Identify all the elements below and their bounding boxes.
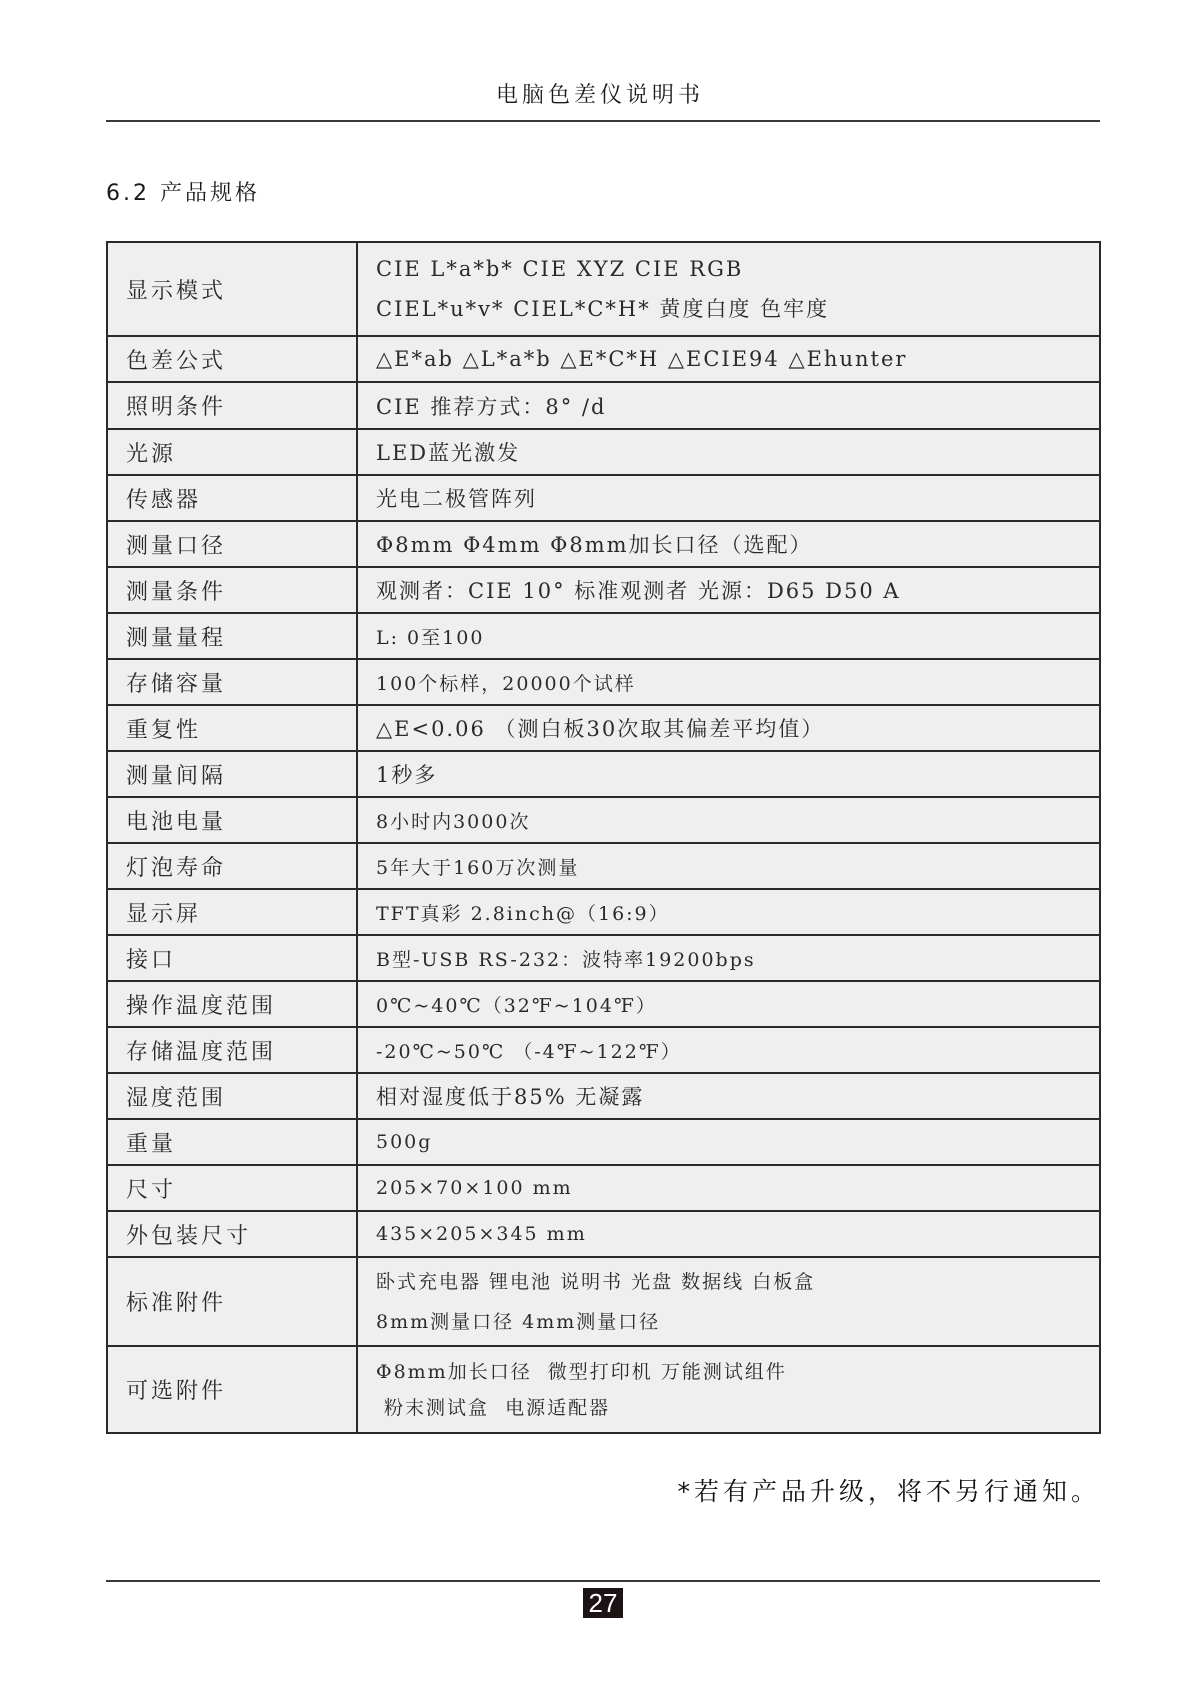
row-value: L: 0至100 [357,613,1100,659]
table-row [107,981,1100,1027]
row-label: 灯泡寿命 [107,843,357,889]
table-row [107,1027,1100,1073]
row-label: 传感器 [107,475,357,521]
table-row [107,1119,1100,1165]
row-label: 测量量程 [107,613,357,659]
table-row [107,521,1100,567]
value-line: Φ8mm加长口径 微型打印机 万能测试组件 [376,1360,787,1383]
document-header-title: 电脑色差仪说明书 [495,83,704,108]
section-title: 6.2 产品规格 [106,181,260,206]
row-label: 标准附件 [107,1257,357,1346]
table-row [107,1073,1100,1119]
row-value: 光电二极管阵列 [357,475,1100,521]
row-value: LED蓝光激发 [357,429,1100,475]
row-value: 500g [357,1119,1100,1165]
row-label: 光源 [107,429,357,475]
row-value: 100个标样，20000个试样 [357,659,1100,705]
value-line: CIEL*u*v* CIEL*C*H* 黄度白度 色牢度 [376,297,830,321]
row-value [357,1346,1100,1433]
row-label: 重量 [107,1119,357,1165]
table-row [107,242,1100,336]
row-label: 照明条件 [107,382,357,429]
footer-divider [106,1580,1100,1582]
table-row [107,843,1100,889]
row-value [357,1257,1100,1346]
spec-table [106,241,1101,1434]
table-row [107,1257,1100,1346]
table-row [107,336,1100,382]
table-row [107,751,1100,797]
row-label: 可选附件 [107,1346,357,1433]
row-value: 8小时内3000次 [357,797,1100,843]
row-value: 观测者：CIE 10° 标准观测者 光源：D65 D50 A [357,567,1100,613]
value-line: 卧式充电器 锂电池 说明书 光盘 数据线 白板盒 [376,1270,816,1293]
value-line: CIE L*a*b* CIE XYZ CIE RGB [376,257,744,281]
row-value: CIE 推荐方式：8° /d [357,382,1100,429]
row-label: 接口 [107,935,357,981]
table-row [107,797,1100,843]
row-label: 湿度范围 [107,1073,357,1119]
row-label: 电池电量 [107,797,357,843]
row-value: 0℃~40℃（32℉~104℉） [357,981,1100,1027]
row-label: 操作温度范围 [107,981,357,1027]
table-row [107,429,1100,475]
row-value: 435×205×345 mm [357,1211,1100,1257]
table-row [107,1211,1100,1257]
row-label: 显示模式 [107,242,357,336]
row-value: △E*ab △L*a*b △E*C*H △ECIE94 △Ehunter [357,336,1100,382]
row-label: 尺寸 [107,1165,357,1211]
row-value: △E<0.06 （测白板30次取其偏差平均值） [357,705,1100,751]
row-label: 显示屏 [107,889,357,935]
header-divider [106,120,1100,122]
value-line: 粉末测试盒 电源适配器 [376,1396,611,1419]
row-label: 存储容量 [107,659,357,705]
table-row [107,475,1100,521]
row-value: Φ8mm Φ4mm Φ8mm加长口径（选配） [357,521,1100,567]
row-label: 测量间隔 [107,751,357,797]
row-value: 5年大于160万次测量 [357,843,1100,889]
page-number: 27 [583,1588,623,1618]
row-value: -20℃~50℃ （-4℉~122℉） [357,1027,1100,1073]
table-row [107,935,1100,981]
table-row [107,659,1100,705]
table-row [107,889,1100,935]
value-line: 8mm测量口径 4mm测量口径 [376,1310,661,1333]
row-value: 相对湿度低于85% 无凝露 [357,1073,1100,1119]
table-row [107,567,1100,613]
table-row [107,1165,1100,1211]
row-value: TFT真彩 2.8inch@（16:9） [357,889,1100,935]
table-row [107,1346,1100,1433]
row-label: 外包装尺寸 [107,1211,357,1257]
row-value [357,242,1100,336]
row-label: 测量口径 [107,521,357,567]
row-label: 色差公式 [107,336,357,382]
row-value: 205×70×100 mm [357,1165,1100,1211]
row-label: 存储温度范围 [107,1027,357,1073]
row-value: B型-USB RS-232：波特率19200bps [357,935,1100,981]
row-label: 测量条件 [107,567,357,613]
row-label: 重复性 [107,705,357,751]
table-row [107,613,1100,659]
table-row [107,705,1100,751]
table-row [107,382,1100,429]
footnote: *若有产品升级，将不另行通知。 [677,1477,1100,1506]
row-value: 1秒多 [357,751,1100,797]
